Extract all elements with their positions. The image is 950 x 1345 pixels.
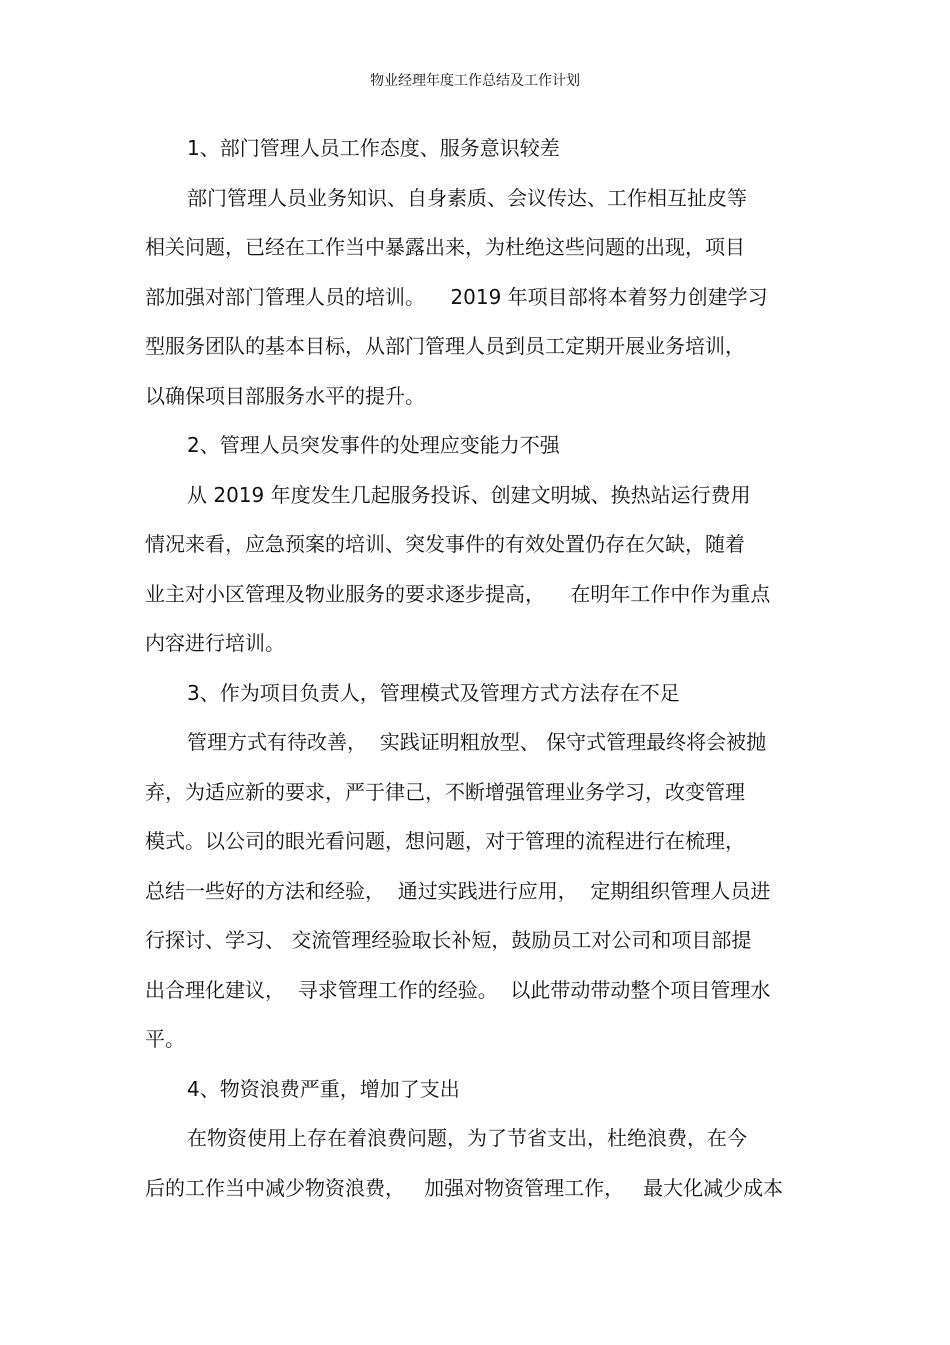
section-heading: 1、部门管理人员工作态度、服务意识较差 <box>187 136 560 160</box>
paragraph-line: 业主对小区管理及物业服务的要求逐步提高， 在明年工作中作为重点 <box>145 581 771 606</box>
paragraph-line: 内容进行培训。 <box>145 631 285 655</box>
section-heading: 2、管理人员突发事件的处理应变能力不强 <box>187 433 560 457</box>
paragraph-line: 总结一些好的方法和经验， 通过实践进行应用， 定期组织管理人员进 <box>145 878 771 903</box>
paragraph-line: 以确保项目部服务水平的提升。 <box>145 383 425 408</box>
document-title: 物业经理年度工作总结及工作计划 <box>370 73 580 89</box>
paragraph-line: 弃，为适应新的要求，严于律己，不断增强管理业务学习，改变管理 <box>145 779 745 804</box>
paragraph-line: 情况来看，应急预案的培训、突发事件的有效处置仍存在欠缺，随着 <box>145 532 745 556</box>
paragraph-line: 部加强对部门管理人员的培训。 2019 年项目部将本着努力创建学习 <box>145 284 768 309</box>
paragraph-line: 在物资使用上存在着浪费问题，为了节省支出，杜绝浪费，在今 <box>187 1126 747 1150</box>
paragraph-line: 部门管理人员业务知识、自身素质、会议传达、工作相互扯皮等 <box>187 185 747 210</box>
paragraph-line: 平。 <box>145 1027 185 1051</box>
document-body <box>145 124 805 1213</box>
paragraph-line: 相关问题，已经在工作当中暴露出来，为杜绝这些问题的出现，项目 <box>145 235 745 259</box>
section-heading: 4、物资浪费严重，增加了支出 <box>187 1076 460 1101</box>
paragraph-line: 型服务团队的基本目标，从部门管理人员到员工定期开展业务培训， <box>145 334 745 358</box>
paragraph-line: 后的工作当中减少物资浪费， 加强对物资管理工作， 最大化减少成本 <box>145 1175 784 1200</box>
section-heading: 3、作为项目负责人，管理模式及管理方式方法存在不足 <box>187 680 680 705</box>
paragraph-line: 行探讨、学习、 交流管理经验取长补短，鼓励员工对公司和项目部提 <box>145 928 752 952</box>
paragraph-line: 模式。以公司的眼光看问题，想问题，对于管理的流程进行在梳理， <box>145 829 745 853</box>
paragraph-line: 管理方式有待改善， 实践证明粗放型、 保守式管理最终将会被抛 <box>187 730 767 754</box>
paragraph-line: 从 2019 年度发生几起服务投诉、创建文明城、换热站运行费用 <box>187 482 751 507</box>
paragraph-line: 出合理化建议， 寻求管理工作的经验。 以此带动带动整个项目管理水 <box>145 977 771 1002</box>
